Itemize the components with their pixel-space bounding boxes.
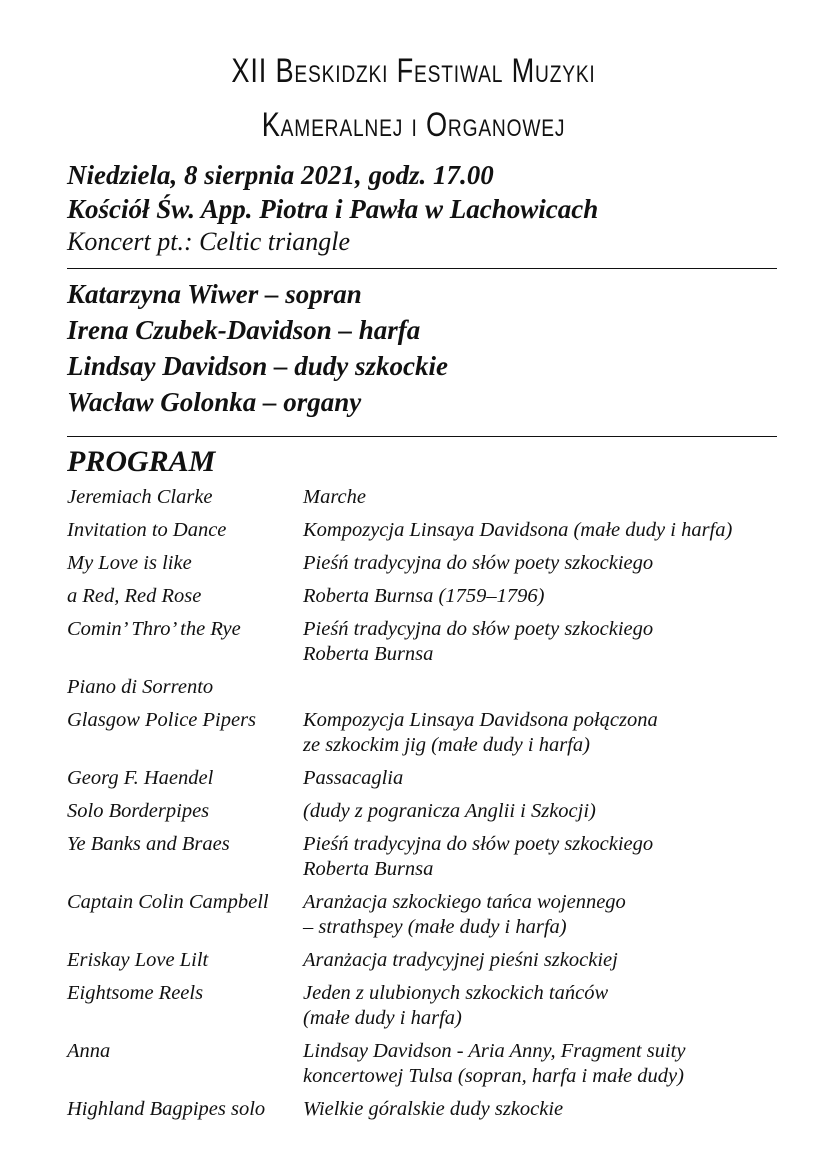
program-item-title: Captain Colin Campbell <box>67 891 269 913</box>
program-item-description-line: Kompozycja Linsaya Davidsona połączona <box>303 709 658 731</box>
program-item-title: Ye Banks and Braes <box>67 833 230 855</box>
program-item-description <box>303 890 626 940</box>
program-item-description <box>303 766 403 791</box>
program-item-title: Jeremiach Clarke <box>67 486 213 508</box>
program-item-title: Eightsome Reels <box>67 982 204 1004</box>
program-item-description-line: Roberta Burnsa <box>303 643 434 665</box>
program-item-description-line: Passacaglia <box>303 767 404 789</box>
program-item-description-line: (dudy z pogranicza Anglii i Szkocji) <box>303 800 596 822</box>
program-item-description <box>303 1097 563 1122</box>
festival-title-line-1 <box>83 52 745 91</box>
program-item-title: Eriskay Love Lilt <box>67 949 209 971</box>
program-item-description-line: Roberta Burnsa (1759–1796) <box>303 585 545 607</box>
program-item-description <box>303 1039 685 1089</box>
divider-top <box>67 268 777 269</box>
performer-line: Lindsay Davidson – dudy szkockie <box>67 351 448 381</box>
program-item-description-line: Jeden z ulubionych szkockich tańców <box>303 982 609 1004</box>
program-item-title: Highland Bagpipes solo <box>67 1098 266 1120</box>
program-heading: PROGRAM <box>67 445 216 478</box>
program-item-description-line: Pieśń tradycyjna do słów poety szkockiego <box>303 618 654 640</box>
concert-title: Koncert pt.: Celtic triangle <box>67 227 351 256</box>
program-item-description-line: Pieśń tradycyjna do słów poety szkockiego <box>303 833 654 855</box>
program-item-description <box>303 981 608 1031</box>
program-item-description <box>303 485 366 510</box>
program-item-title: Georg F. Haendel <box>67 767 214 789</box>
program-item-description-line: ze szkockim jig (małe dudy i harfa) <box>303 734 590 756</box>
program-item-description-line: Wielkie góralskie dudy szkockie <box>303 1098 564 1120</box>
program-item-description <box>303 518 732 543</box>
program-item-title: Solo Borderpipes <box>67 800 210 822</box>
program-item-description <box>303 708 658 758</box>
concert-venue: Kościół Św. App. Piotra i Pawła w Lachowicach <box>67 194 599 224</box>
program-item-description-line: (małe dudy i harfa) <box>303 1007 462 1029</box>
program-item-description-line: Aranżacja tradycyjnej pieśni szkockiej <box>303 949 618 971</box>
festival-title-line-2 <box>83 106 745 145</box>
program-item-title: Invitation to Dance <box>67 519 227 541</box>
program-item-description <box>303 832 653 882</box>
program-item-title: a Red, Red Rose <box>67 585 202 607</box>
program-item-title: Anna <box>67 1040 111 1062</box>
program-item-description-line: Lindsay Davidson - Aria Anny, Fragment suity <box>303 1040 686 1062</box>
program-item-description <box>303 948 618 973</box>
program-item-description-line: Aranżacja szkockiego tańca wojennego <box>303 891 626 913</box>
festival-title-text-2: Kameralnej i Organowej <box>261 106 566 144</box>
program-item-description-line: koncertowej Tulsa (sopran, harfa i małe dudy) <box>303 1065 684 1087</box>
program-item-description <box>303 551 653 576</box>
program-item-description-line: – strathspey (małe dudy i harfa) <box>303 916 567 938</box>
program-item-description <box>303 799 596 824</box>
program-item-description-line: Roberta Burnsa <box>303 858 434 880</box>
divider-bottom <box>67 436 777 437</box>
performer-line: Irena Czubek-Davidson – harfa <box>67 315 421 345</box>
program-item-description <box>303 584 544 609</box>
program-item-title: My Love is like <box>67 552 192 574</box>
festival-title-text-1: XII Beskidzki Festiwal Muzyki <box>231 52 596 90</box>
program-item-description-line: Kompozycja Linsaya Davidsona (małe dudy i harfa) <box>303 519 733 541</box>
program-item-description-line: Marche <box>303 486 366 508</box>
performer-line: Katarzyna Wiwer – sopran <box>67 279 362 309</box>
performer-line: Wacław Golonka – organy <box>67 387 362 417</box>
program-item-title: Piano di Sorrento <box>67 676 214 698</box>
program-item-description-line: Pieśń tradycyjna do słów poety szkockiego <box>303 552 654 574</box>
program-item-title: Glasgow Police Pipers <box>67 709 257 731</box>
concert-date: Niedziela, 8 sierpnia 2021, godz. 17.00 <box>67 160 494 190</box>
program-item-title: Comin’ Thro’ the Rye <box>67 618 241 640</box>
program-item-description <box>303 617 653 667</box>
